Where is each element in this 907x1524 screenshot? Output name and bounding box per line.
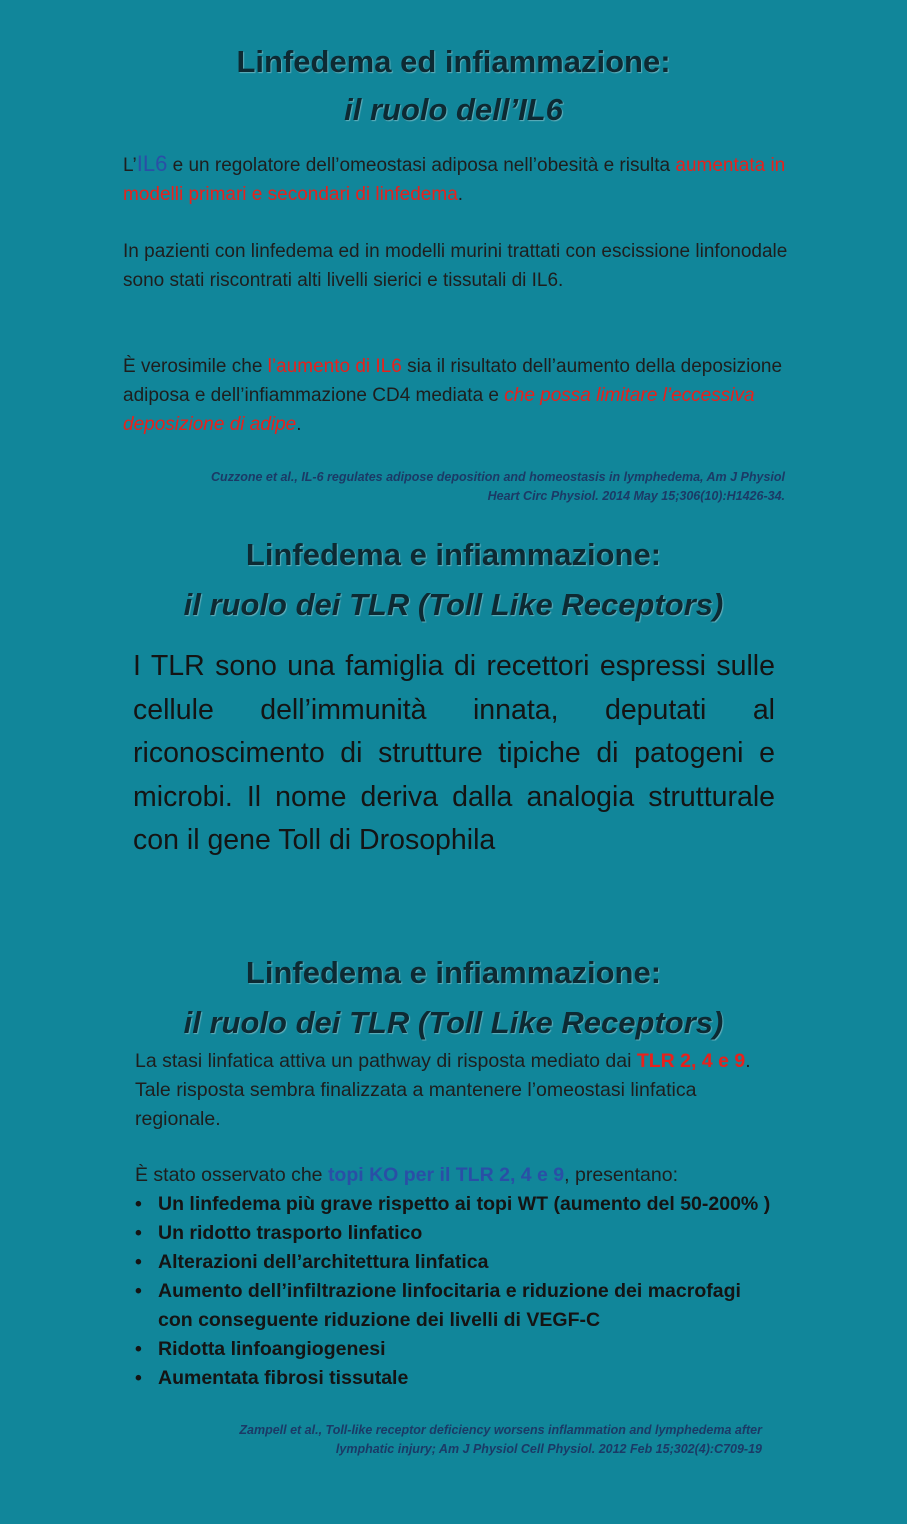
bullet-icon: •	[135, 1367, 142, 1389]
section2-title-line1: Linfedema e infiammazione:	[245, 537, 662, 572]
section3-title-line1: Linfedema e infiammazione:	[245, 955, 662, 990]
section3-paragraph2	[135, 1161, 775, 1190]
bullet-icon: •	[135, 1338, 142, 1360]
list-item	[133, 1335, 773, 1364]
section1-citation-line2: Heart Circ Physiol. 2014 May 15;306(10):H1426-34.	[487, 489, 785, 503]
section3-bullet-list	[133, 1190, 773, 1393]
section1-p1-text-b: e un regolatore dell’omeostasi adiposa nell’obesità e risulta	[167, 155, 676, 176]
list-item	[133, 1364, 773, 1393]
section3-p1-red-highlight: TLR 2, 4 e 9	[636, 1050, 746, 1072]
section3-p2-text-b: , presentano:	[564, 1164, 678, 1186]
section3-p2-blue-highlight: topi KO per il TLR 2, 4 e 9	[327, 1164, 565, 1186]
bullet-icon: •	[135, 1280, 142, 1302]
bullet-icon: •	[135, 1222, 142, 1244]
section2-body: I TLR sono una famiglia di recettori espressi sulle cellule dell’immunità innata, deputati al riconoscimento di strutture tipiche di patogeni e microbi. Il nome deriva dalla analogia strutturale con il gene Toll di Drosophila	[133, 650, 775, 857]
section1-p3-end: .	[296, 414, 302, 435]
section1-p1-red-highlight: aumentata in modelli primari e secondari di linfedema	[123, 155, 786, 205]
section1-p3-red-highlight1: l’aumento di IL6	[267, 356, 402, 377]
section2-title	[0, 530, 907, 630]
section1-citation-line1: Cuzzone et al., IL-6 regulates adipose deposition and homeostasis in lymphedema, Am J Physiol	[211, 470, 785, 484]
section1-paragraph3	[123, 352, 803, 439]
list-item	[133, 1219, 773, 1248]
section1-p3-text: È verosimile che	[123, 356, 268, 377]
list-item-text: Un ridotto trasporto linfatico	[158, 1222, 423, 1244]
list-item	[133, 1277, 773, 1335]
list-item-text: Aumento dell’infiltrazione linfocitaria e riduzione dei macrofagi con conseguente riduzione dei livelli di VEGF-C	[158, 1280, 741, 1331]
section2-title-line2: il ruolo dei TLR (Toll Like Receptors)	[183, 587, 724, 622]
section1-p3-text-b: sia il risultato dell’aumento della deposizione adiposa e dell’infiammazione CD4 mediata e	[123, 356, 783, 406]
section1-citation	[85, 468, 785, 506]
bullet-icon: •	[135, 1193, 142, 1215]
section1-p3-red-highlight2: che possa limitare l’eccessiva deposizione di adipe	[123, 385, 755, 435]
section1-p1-text: L’	[123, 155, 137, 176]
bullet-icon: •	[135, 1251, 142, 1273]
section3-title-line2: il ruolo dei TLR (Toll Like Receptors)	[183, 1005, 724, 1040]
section3-citation-line1: Zampell et al., Toll-like receptor deficiency worsens inflammation and lymphedema after	[239, 1423, 762, 1437]
section1-title-line2: il ruolo dell’IL6	[344, 92, 563, 127]
section3-paragraph1	[135, 1047, 775, 1134]
section1-p1-end: .	[457, 184, 464, 205]
section1-title	[0, 38, 907, 134]
section1-il6-highlight: IL6	[136, 151, 168, 176]
section1-paragraph2: In pazienti con linfedema ed in modelli murini trattati con escissione linfonodale sono stati riscontrati alti livelli sierici e tissutali di IL6.	[123, 241, 788, 291]
section3-p1-text-b: . Tale risposta sembra finalizzata a mantenere l’omeostasi linfatica regionale.	[135, 1050, 751, 1130]
section1-title-line1: Linfedema ed infiammazione:	[236, 44, 671, 79]
section3-citation-line2: lymphatic injury; Am J Physiol Cell Physiol. 2012 Feb 15;302(4):C709-19	[335, 1442, 762, 1456]
list-item-text: Aumentata fibrosi tissutale	[158, 1367, 409, 1389]
list-item	[133, 1248, 773, 1277]
section3-title	[0, 948, 907, 1048]
section3-p2-text: È stato osservato che	[135, 1164, 328, 1186]
section1-paragraph1	[123, 149, 803, 209]
section3-citation	[62, 1421, 762, 1459]
list-item	[133, 1190, 773, 1219]
list-item-text: Alterazioni dell’architettura linfatica	[158, 1251, 489, 1273]
list-item-text: Ridotta linfoangiogenesi	[158, 1338, 386, 1360]
list-item-text: Un linfedema più grave rispetto ai topi WT (aumento del 50-200% )	[158, 1193, 771, 1215]
section3-p1-text: La stasi linfatica attiva un pathway di risposta mediato dai	[135, 1050, 637, 1072]
